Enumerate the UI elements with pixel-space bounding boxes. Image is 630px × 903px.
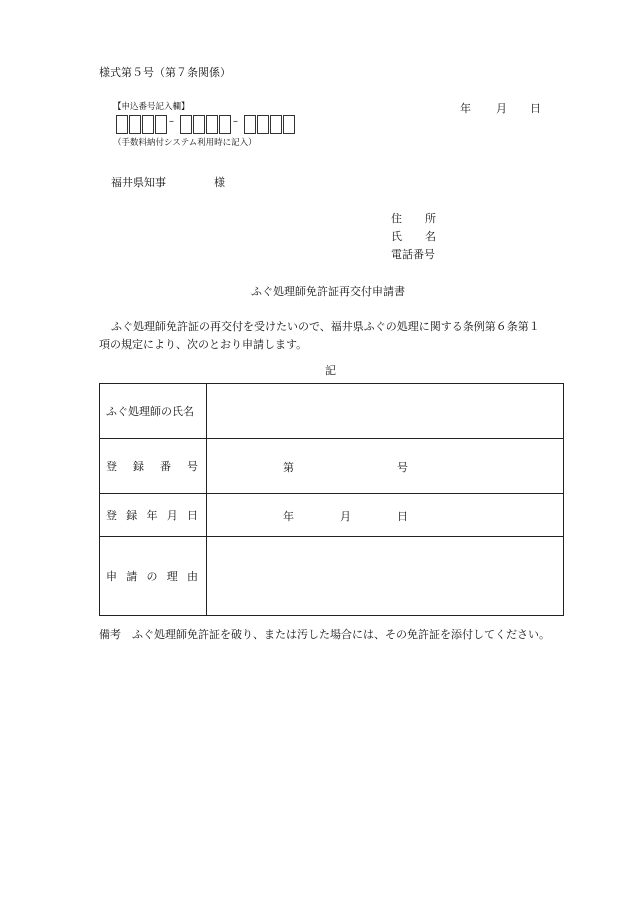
row-label-reason: 申 請 の 理 由 [100,537,207,616]
app-number-digit-box[interactable] [206,115,218,134]
name-field[interactable] [207,384,564,439]
application-number-note: （手数料納付システム利用時に記入） [113,138,257,148]
app-number-digit-box[interactable] [219,115,231,134]
table-row-name [100,384,564,439]
table-row-reg-date [100,494,564,537]
application-number-label: 【申込番号記入欄】 [113,102,190,112]
applicant-address-label-2: 所 [425,212,436,225]
app-number-digit-box[interactable] [244,115,256,134]
reason-field[interactable] [207,537,564,616]
date-month-label: 月 [496,102,507,115]
table-row-reg-number [100,439,564,494]
applicant-name-label-2: 名 [425,230,436,243]
app-number-digit-box[interactable] [180,115,192,134]
reg-number-suffix: 号 [397,461,408,474]
addressee-title: 福井県知事 [111,176,166,189]
row-label-name: ふぐ処理師の氏名 [100,384,207,439]
reg-date-year: 年 [283,510,294,523]
row-label-reg-number: 登 録 番 号 [100,439,207,494]
app-number-digit-box[interactable] [116,115,128,134]
app-number-digit-box[interactable] [142,115,154,134]
note-text: ふぐ処理師免許証を破り、または汚した場合には、その免許証を添付してください。 [132,628,550,641]
reg-date-field[interactable] [207,494,564,537]
app-number-digit-box[interactable] [257,115,269,134]
applicant-name-label-1: 氏 [391,230,402,243]
body-line-1: ふぐ処理師免許証の再交付を受けたいので、福井県ふぐの処理に関する条例第６条第１ [111,320,540,333]
note-label: 備考 [99,628,121,641]
reg-date-day: 日 [397,510,408,523]
form-number: 様式第５号（第７条関係） [99,66,231,79]
reg-number-field[interactable] [207,439,564,494]
date-year-label: 年 [460,102,471,115]
reg-date-month: 月 [340,510,351,523]
application-form-table [99,383,564,616]
applicant-phone-label: 電話番号 [391,248,435,261]
app-number-digit-box[interactable] [193,115,205,134]
app-number-digit-box[interactable] [283,115,295,134]
separator-dash: – [233,116,238,127]
app-number-digit-box[interactable] [129,115,141,134]
ki-heading: 記 [325,364,336,377]
reg-number-prefix: 第 [283,461,294,474]
app-number-digit-box[interactable] [155,115,167,134]
date-day-label: 日 [530,102,541,115]
body-line-2: 項の規定により、次のとおり申請します。 [99,338,308,351]
document-title: ふぐ処理師免許証再交付申請書 [251,285,405,298]
row-label-reg-date: 登 録 年 月 日 [100,494,207,537]
app-number-digit-box[interactable] [270,115,282,134]
addressee-honorific: 様 [214,176,225,189]
table-row-reason [100,537,564,616]
separator-dash: – [169,116,174,127]
applicant-address-label-1: 住 [391,212,402,225]
